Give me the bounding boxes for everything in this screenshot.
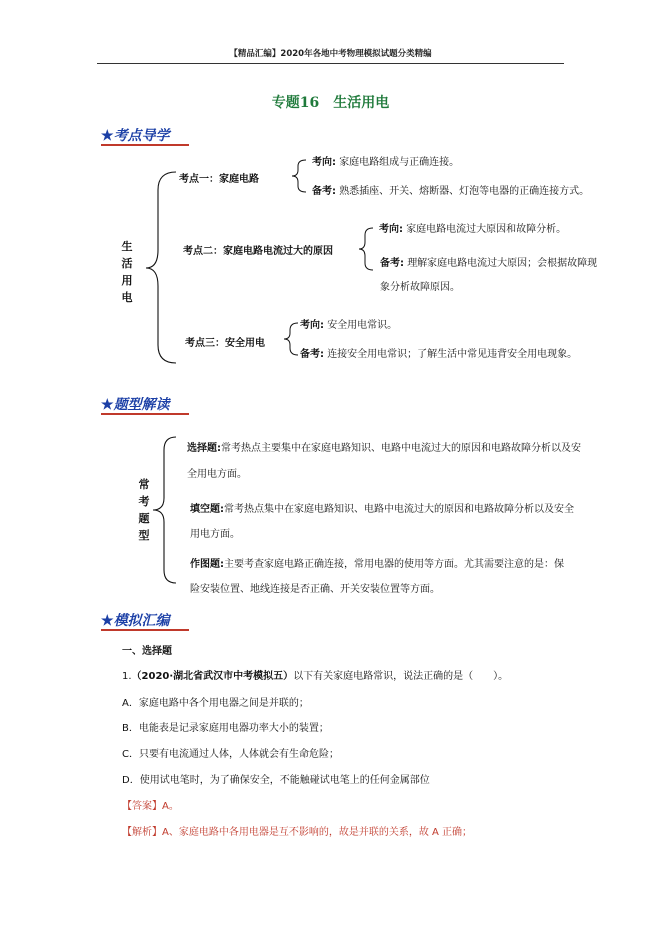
type-choice-cont: 全用电方面。 [187,469,247,480]
section-heading-text: 模拟汇编 [113,613,170,629]
subheading-choice-questions: 一、选择题 [122,646,172,657]
star-icon: ★ [101,128,114,144]
question-source: （2020·湖北省武汉市中考模拟五） [131,671,294,682]
tag-label: 填空题: [190,504,224,515]
section-underline [101,629,189,631]
answer-line [122,797,179,812]
section-heading-text: 题型解读 [113,397,170,413]
option-a: A．家庭电路中各个用电器之间是并联的； [122,698,309,709]
types-brace [153,437,176,583]
tag-label: 选择题: [187,443,221,454]
type-fill-cont: 用电方面。 [190,529,240,540]
tag-label: 考向: [300,320,324,331]
analysis-text: A、家庭电路中各用电器是互不影响的，故是并联的关系，故 A 正确； [162,827,473,838]
option-b: B．电能表是记录家庭用电器功率大小的装置； [122,723,329,734]
tag-label: 考向: [379,224,403,235]
node3-item-prep: 备考: 连接安全用电常识；了解生活中常见违背安全用电现象。 [300,349,578,360]
answer-value: A。 [162,801,179,812]
type-drawing: 作图题:主要考查家庭电路正确连接，常用电器的使用等方面。尤其需要注意的是：保 [190,559,564,570]
node3-item-direction: 考向: 安全用电常识。 [300,320,398,331]
tag-label: 备考: [380,258,404,269]
page-header: 【精品汇编】2020年各地中考物理模拟试题分类精编 [229,49,432,59]
page-title: 专题16 生活用电 [271,95,390,111]
section-heading-question-types [101,394,170,414]
mindmap-node-3: 考点三：安全用电 [185,338,265,349]
section-heading-text: 考点导学 [113,128,170,144]
question-number: 1. [122,671,132,682]
node1-brace [292,160,306,192]
tag-label: 考向: [312,157,336,168]
node1-item-direction: 考向: 家庭电路组成与正确连接。 [312,157,460,168]
question-text: 以下有关家庭电路常识，说法正确的是（ ）。 [293,671,509,682]
mindmap-node-2: 考点二：家庭电路电流过大的原因 [183,246,333,257]
question-stem [122,667,508,682]
option-d: D．使用试电笔时，为了确保安全，不能触碰试电笔上的任何金属部位 [122,775,430,786]
node1-item-prep: 备考: 熟悉插座、开关、熔断器、灯泡等电器的正确连接方式。 [312,186,590,197]
star-icon: ★ [101,397,114,413]
type-drawing-cont: 险安装位置、地线连接是否正确、开关安装位置等方面。 [190,584,440,595]
mindmap-node-1: 考点一：家庭电路 [179,174,259,185]
tag-label: 备考: [300,349,324,360]
node2-item-prep: 备考: 理解家庭电路电流过大原因；会根据故障现 [380,258,598,269]
type-fill: 填空题:常考热点集中在家庭电路知识、电路中电流过大的原因和电路故障分析以及安全 [190,504,574,515]
node3-brace [284,323,298,355]
node2-item-direction: 考向: 家庭电路电流过大原因和故障分析。 [379,224,567,235]
type-choice: 选择题:常考热点主要集中在家庭电路知识、电路中电流过大的原因和电路故障分析以及安 [187,443,581,454]
option-c: C．只要有电流通过人体，人体就会有生命危险； [122,749,339,760]
mindmap-root: 生活用电 [121,240,133,304]
section-underline [101,413,189,415]
section-heading-mock-compilation [101,610,170,630]
node2-brace [359,228,373,270]
analysis-line [122,823,472,838]
tag-label: 备考: [312,186,336,197]
tag-label: 作图题: [190,559,224,570]
star-icon: ★ [101,613,114,629]
types-root: 常考题型 [138,478,150,542]
answer-tag: 【答案】 [122,801,162,812]
root-brace [146,172,176,363]
analysis-tag: 【解析】 [122,827,162,838]
node2-item-prep-cont: 象分析故障原因。 [380,282,460,293]
